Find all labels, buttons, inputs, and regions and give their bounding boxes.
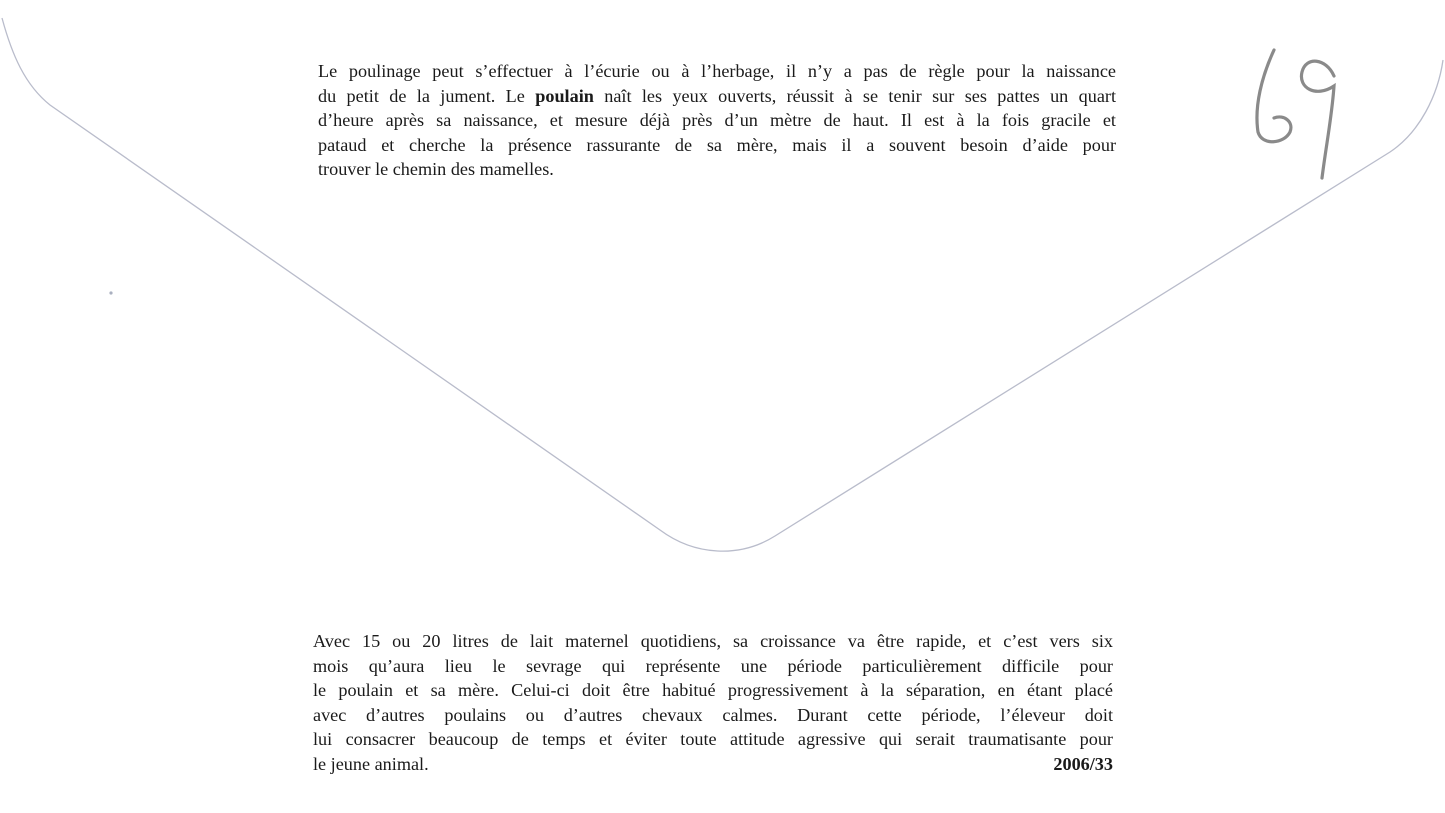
text-segment: mois qu’aura lieu le sevrage qui représente une période particulièrement difficile pour [313, 655, 1113, 676]
text-segment: Le poulinage peut s’effectuer à l’écurie ou à l’herbage, il n’y a pas de règle pour la naissance [318, 61, 1116, 81]
handwritten-digit-six [1257, 50, 1291, 142]
text-segment: naît les yeux ouverts, réussit à se tenir sur ses pattes un quart [593, 85, 1117, 106]
text-segment: du petit de la jument. Le [318, 85, 536, 106]
paper-speck [109, 291, 112, 294]
top-paragraph [318, 59, 1116, 182]
text-segment: le jeune animal. [313, 753, 429, 774]
paragraph-line [318, 108, 1116, 133]
text-segment: pataud et cherche la présence rassurante de sa mère, mais il a souvent besoin d’aide pour [318, 134, 1116, 155]
paragraph-line [313, 752, 1113, 777]
handwritten-digit-nine [1301, 61, 1334, 178]
document-reference-number: 2006/33 [1053, 753, 1113, 774]
bold-text-segment: poulain [535, 85, 594, 106]
text-segment: Avec 15 ou 20 litres de lait maternel quotidiens, sa croissance va être rapide, et c’est vers six [313, 631, 1113, 651]
text-segment: avec d’autres poulains ou d’autres chevaux calmes. Durant cette période, l’éleveur doit [313, 704, 1113, 725]
bottom-paragraph [313, 629, 1113, 776]
paragraph-line [313, 629, 1113, 654]
handwritten-annotation [1244, 36, 1354, 186]
paragraph-line [313, 703, 1113, 728]
paragraph-line [318, 84, 1116, 109]
text-segment: lui consacrer beaucoup de temps et éviter toute attitude agressive qui serait traumatisante pour [313, 729, 1113, 749]
paragraph-line [318, 133, 1116, 158]
paragraph-line [313, 654, 1113, 679]
text-segment: d’heure après sa naissance, et mesure déjà près d’un mètre de haut. Il est à la fois gracile et [318, 110, 1116, 130]
paragraph-line [318, 59, 1116, 84]
text-segment: le poulain et sa mère. Celui-ci doit être habitué progressivement à la séparation, en étant placé [313, 680, 1113, 700]
paragraph-line [313, 727, 1113, 752]
paragraph-line [318, 157, 1116, 182]
paragraph-line [313, 678, 1113, 703]
text-segment: trouver le chemin des mamelles. [318, 159, 554, 179]
